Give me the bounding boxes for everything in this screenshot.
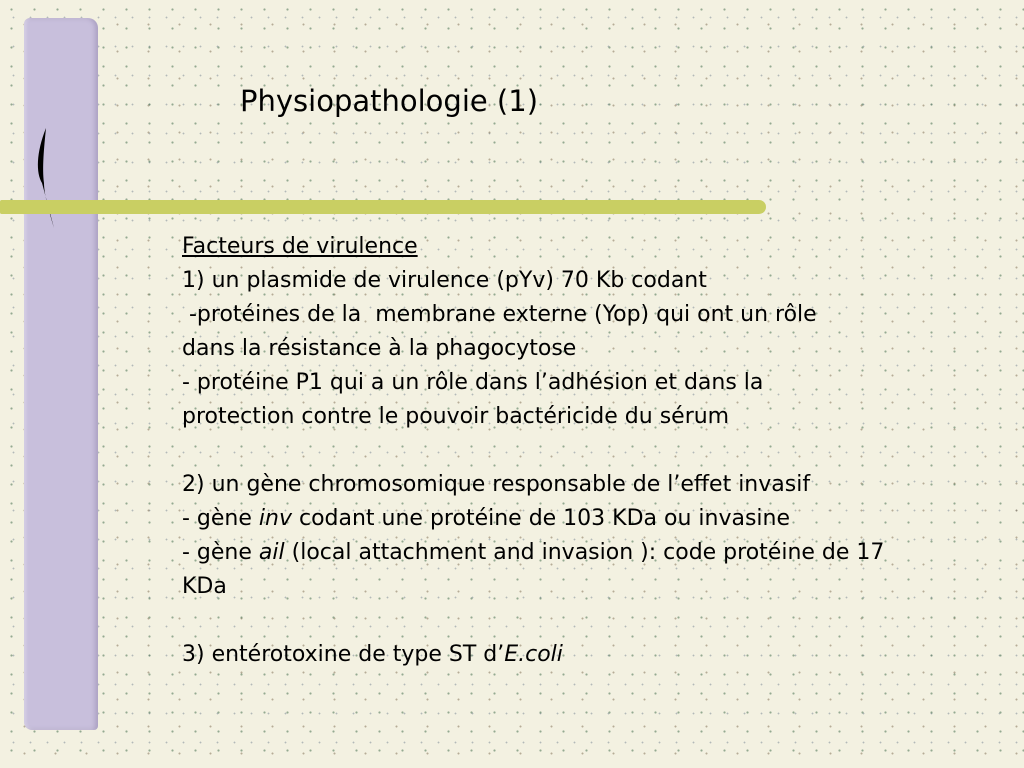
- item3-prefix: 3) entérotoxine de type ST d’: [182, 642, 505, 667]
- paragraph-spacer: [182, 604, 1012, 638]
- decorative-accent-band: [0, 200, 766, 214]
- item1-line3: dans la résistance à la phagocytose: [182, 336, 577, 361]
- item1-line2: -protéines de la membrane externe (Yop) qui ont un rôle: [182, 302, 817, 327]
- item3-line: [182, 638, 1012, 672]
- item2-inv-line: [182, 502, 1012, 536]
- item1-line4: - protéine P1 qui a un rôle dans l’adhésion et dans la: [182, 370, 764, 395]
- item2-ail-line: [182, 536, 1012, 570]
- inv-suffix: codant une protéine de 103 KDa ou invasine: [291, 506, 791, 531]
- item2-ail-end: KDa: [182, 574, 227, 599]
- item1-line5: protection contre le pouvoir bactéricide du sérum: [182, 404, 730, 429]
- item2-line1: 2) un gène chromosomique responsable de l’effet invasif: [182, 472, 811, 497]
- ail-gene-term: ail: [258, 540, 285, 565]
- inv-gene-term: inv: [258, 506, 292, 531]
- organism-name: E.coli: [504, 642, 563, 667]
- ail-prefix: - gène: [182, 540, 259, 565]
- inv-prefix: - gène: [182, 506, 259, 531]
- decorative-side-bar: [24, 18, 98, 730]
- paragraph-spacer: [182, 434, 1012, 468]
- item1-line1: 1) un plasmide de virulence (pYv) 70 Kb codant: [182, 268, 707, 293]
- ail-suffix: (local attachment and invasion ): code protéine de 17: [284, 540, 885, 565]
- section-heading: Facteurs de virulence: [182, 234, 418, 259]
- slide-title: Physiopathologie (1): [240, 84, 539, 118]
- slide-body: [182, 230, 1012, 672]
